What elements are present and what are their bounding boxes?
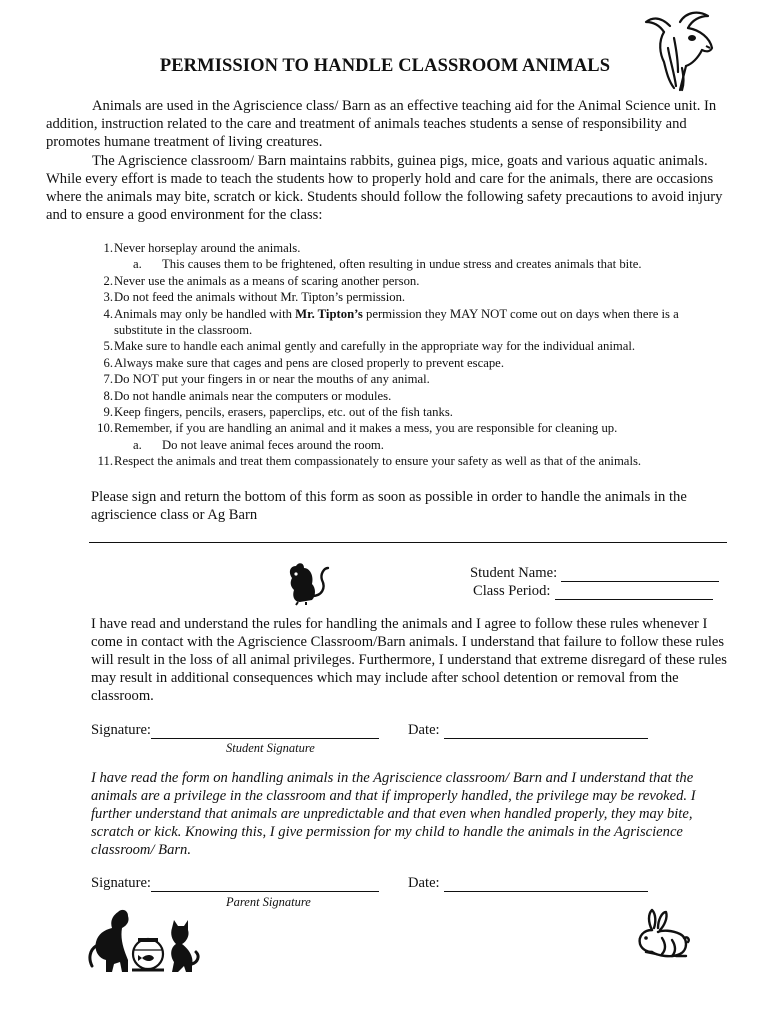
list-item <box>88 240 728 256</box>
parent-date-line[interactable] <box>444 877 648 892</box>
parent-permission-statement: I have read the form on handling animals in the Agriscience classroom/ Barn and I understand that the animals are a privilege in the classroom and that if improperly handled, the privilege may be revoked. I further understand that animals are unpredictable and that even when handled properly, they may bite, scratch or kick. Knowing this, I give permission for my child to handle the animals in the Agriscience classroom/ Barn. <box>91 770 696 858</box>
class-period-field[interactable] <box>470 582 740 600</box>
student-date-line[interactable] <box>444 724 648 739</box>
page-title: PERMISSION TO HANDLE CLASSROOM ANIMALS <box>159 56 611 76</box>
goat-head-icon <box>640 8 720 92</box>
parent-date-field[interactable] <box>408 875 648 892</box>
rule-number: 4. <box>103 306 113 321</box>
parent-date-label: Date: <box>408 875 440 891</box>
rule-text: Always make sure that cages and pens are closed properly to prevent escape. <box>114 355 504 370</box>
list-item <box>88 338 728 354</box>
class-period-label: Class Period: <box>473 583 551 599</box>
list-item <box>88 420 728 436</box>
rule-text: Never use the animals as a means of scaring another person. <box>114 273 420 288</box>
parent-signature-line[interactable] <box>151 877 379 892</box>
rule-text: Do not handle animals near the computers or modules. <box>114 388 392 403</box>
rule-number: 2. <box>103 273 113 288</box>
list-item <box>88 273 728 289</box>
list-item <box>88 404 728 420</box>
student-signature-caption: Student Signature <box>226 741 315 755</box>
subitem-text: Do not leave animal feces around the room. <box>162 437 384 452</box>
rule-text: Never horseplay around the animals. <box>114 241 301 255</box>
rule-number: 11. <box>97 454 113 469</box>
list-item <box>88 453 728 469</box>
rule-text <box>113 306 728 339</box>
list-subitem <box>88 437 728 453</box>
student-date-label: Date: <box>408 722 440 738</box>
student-signature-label: Signature: <box>91 722 151 738</box>
rule-text: Keep fingers, pencils, erasers, paperclips, etc. out of the fish tanks. <box>114 405 453 420</box>
list-item <box>88 388 728 404</box>
subitem-text: This causes them to be frightened, often resulting in undue stress and creates animals that bite. <box>162 257 642 272</box>
class-period-line[interactable] <box>555 585 713 600</box>
rule-text: Respect the animals and treat them compassionately to ensure your safety as well as that of the animals. <box>114 454 642 469</box>
student-date-field[interactable] <box>408 722 648 739</box>
divider <box>89 542 727 543</box>
student-info-fields <box>470 564 740 600</box>
rule-text: Do not feed the animals without Mr. Tipton’s permission. <box>114 290 406 305</box>
student-signature-line[interactable] <box>151 724 379 739</box>
rabbit-icon <box>632 908 692 962</box>
rule-number: 5. <box>103 339 113 354</box>
rule-text-end: permission they MAY NOT come out on days when there is a substitute in the classroom. <box>114 306 679 338</box>
rule-number: 8. <box>103 388 113 403</box>
rule-text-start: Animals may only be handled with <box>114 306 296 321</box>
list-item <box>88 289 728 305</box>
rule-number: 7. <box>103 372 113 387</box>
student-name-line[interactable] <box>561 567 719 582</box>
return-instructions: Please sign and return the bottom of this form as soon as possible in order to handle the animals in the agriscience class or Ag Barn <box>91 489 687 523</box>
student-signature-field[interactable] <box>91 722 379 739</box>
intro-paragraph-2: The Agriscience classroom/ Barn maintains rabbits, guinea pigs, mice, goats and various aquatic animals. While every effort is made to teach the students how to properly hold and care for the animals, there are occasions where the animals may bite, scratch or kick. Students should follow the following safety precautions to avoid injury and to ensure a good environment for the class: <box>46 153 723 223</box>
parent-signature-caption: Parent Signature <box>226 895 311 909</box>
safety-rules-list <box>88 240 728 470</box>
rule-text: Make sure to handle each animal gently and carefully in the appropriate way for the individual animal. <box>114 339 636 354</box>
subitem-letter: a. <box>133 437 142 452</box>
rule-text: Do NOT put your fingers in or near the mouths of any animal. <box>114 372 430 387</box>
rule-text: Remember, if you are handling an animal and it makes a mess, you are responsible for cleaning up. <box>114 421 618 436</box>
teacher-name: Mr. Tipton’s <box>295 306 363 321</box>
mouse-icon <box>282 560 332 606</box>
rule-number: 6. <box>103 355 113 370</box>
list-item <box>88 371 728 387</box>
list-subitem <box>88 256 728 272</box>
rule-number: 3. <box>103 290 113 305</box>
student-name-label: Student Name: <box>470 565 558 581</box>
student-agreement: I have read and understand the rules for handling the animals and I agree to follow these rules whenever I come in contact with the Agriscience Classroom/Barn animals. I understand that failure to follow these rules will result in the loss of all animal privileges. Furthermore, I understand that extreme disregard of these rules may result in additional consequences which may include after school detention or removal from the classroom. <box>91 616 727 704</box>
intro-paragraph-1: Animals are used in the Agriscience class/ Barn as an effective teaching aid for the Animal Science unit. In addition, instruction related to the care and treatment of animals teaches students a sense of responsibility and promotes humane treatment of living creatures. <box>46 98 717 150</box>
list-item <box>88 306 728 339</box>
list-item <box>88 355 728 371</box>
rule-number: 10. <box>97 421 113 436</box>
subitem-letter: a. <box>133 257 142 272</box>
parent-signature-field[interactable] <box>91 875 379 892</box>
parent-signature-label: Signature: <box>91 875 151 891</box>
rule-number: 1. <box>103 241 113 255</box>
rule-number: 9. <box>103 405 113 420</box>
dog-cat-fishbowl-icon <box>88 906 202 976</box>
student-name-field[interactable] <box>470 564 740 582</box>
